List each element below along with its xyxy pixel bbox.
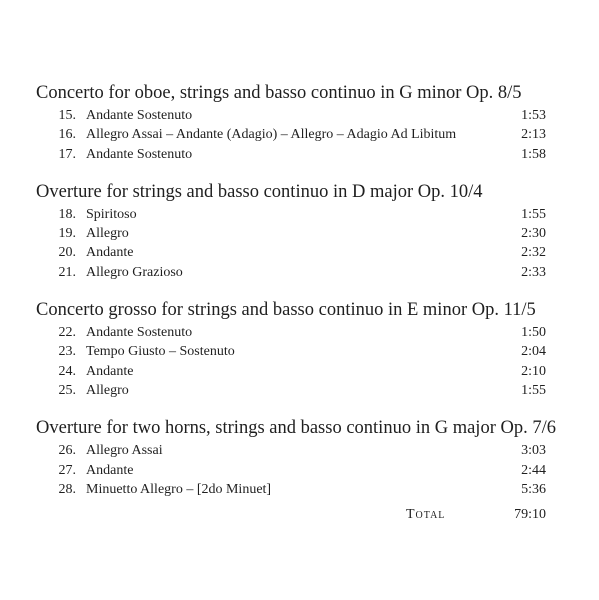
track-number: 24. [58,363,76,379]
track-name: Allegro [86,382,129,398]
track-row [36,106,546,125]
track-name: Andante Sostenuto [86,325,193,341]
track-number: 23. [58,344,76,360]
track-name: Andante Sostenuto [86,146,193,162]
track-duration: 2:44 [521,462,546,478]
track-number: 15. [58,108,76,123]
work-title: Overture for two horns, strings and basso continuo in G major Op. 7/6 [36,418,556,439]
track-duration: 1:50 [521,325,546,341]
track-row [36,342,546,361]
track-row [36,441,546,460]
track-name: Spiritoso [86,206,137,222]
track-row [36,243,546,262]
work-section [36,180,546,282]
works-list [36,81,556,515]
track-number: 16. [58,127,76,143]
track-name: Andante [86,245,134,261]
track-duration: 2:33 [521,264,546,280]
track-number: 27. [58,462,76,478]
total-duration-row [406,505,546,525]
track-number: 26. [58,443,76,459]
track-duration: 1:55 [521,206,546,222]
total-duration: 79:10 [514,507,546,522]
work-section [36,298,546,400]
track-row [36,205,546,224]
track-name: Tempo Giusto – Sostenuto [86,344,235,360]
track-name: Allegro [86,226,129,242]
track-row [36,480,546,499]
track-duration: 1:53 [521,108,546,123]
track-name: Allegro Assai – Andante (Adagio) – Allegro – Adagio Ad Libitum [86,127,457,143]
track-duration: 2:32 [521,245,546,261]
track-name: Minuetto Allegro – [2do Minuet] [86,481,272,497]
track-duration: 3:03 [521,443,546,459]
track-name: Andante Sostenuto [86,108,193,123]
track-duration: 2:13 [521,127,546,143]
track-duration: 5:36 [521,481,546,497]
track-row [36,125,546,144]
track-number: 22. [58,325,76,341]
track-row [36,263,546,282]
track-name: Andante [86,363,134,379]
work-title: Overture for strings and basso continuo in D major Op. 10/4 [36,181,483,202]
total-label: Total [406,507,446,522]
track-name: Allegro Grazioso [86,264,183,280]
track-duration: 1:55 [521,382,546,398]
work-title: Concerto grosso for strings and basso continuo in E minor Op. 11/5 [36,300,536,321]
track-number: 28. [58,481,76,497]
track-name: Andante [86,462,134,478]
track-number: 20. [58,245,76,261]
work-section [36,81,546,164]
work-title: Concerto for oboe, strings and basso continuo in G minor Op. 8/5 [36,83,522,103]
track-row [36,461,546,480]
track-number: 25. [58,382,76,398]
work-section [36,416,556,499]
track-number: 21. [58,264,76,280]
track-row [36,323,546,342]
track-row [36,381,546,400]
track-name: Allegro Assai [86,443,163,459]
track-row [36,224,546,243]
track-number: 19. [58,226,76,242]
track-row [36,145,546,164]
track-duration: 1:58 [521,146,546,162]
track-number: 17. [58,146,76,162]
track-number: 18. [58,206,76,222]
track-duration: 2:04 [521,344,546,360]
track-duration: 2:10 [521,363,546,379]
track-row [36,362,546,381]
track-duration: 2:30 [521,226,546,242]
